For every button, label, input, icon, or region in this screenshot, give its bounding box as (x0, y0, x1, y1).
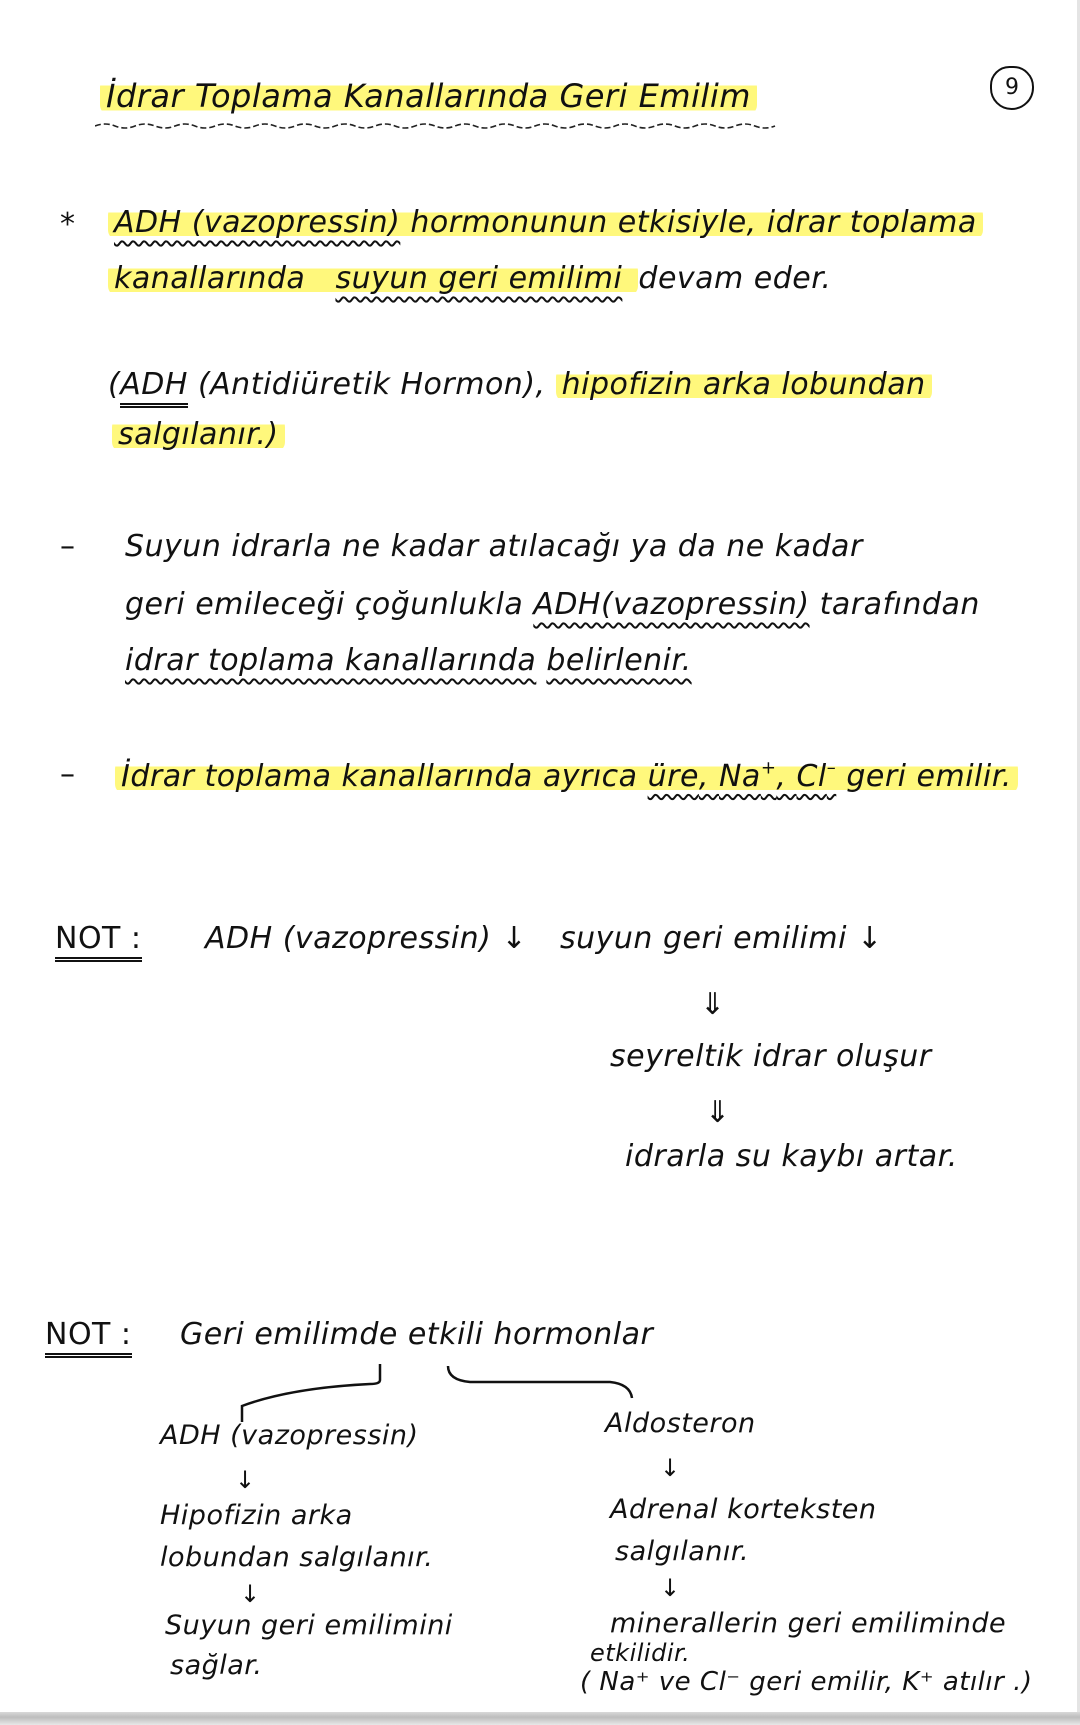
belirlenir-term: belirlenir. (546, 643, 692, 678)
section2-line1: Suyun idrarla ne kadar atılacağı ya da ne kadar (125, 529, 863, 564)
idrar-toplama-kanallarinda-term: idrar toplama kanallarında (125, 643, 537, 678)
double-arrow-down-icon: ⇓ (700, 987, 726, 1022)
not2-label (45, 1318, 132, 1353)
section2-line2-a: geri emileceği çoğunlukla (125, 587, 524, 622)
page-bottom-edge (0, 1712, 1080, 1725)
double-arrow-down-icon: ⇓ (705, 1095, 731, 1130)
adh-source-line2: lobundan salgılanır. (160, 1542, 434, 1573)
section2-line3 (125, 644, 692, 679)
section1-line1-rest: hormonunun etkisiyle, idrar toplama (410, 205, 977, 240)
bullet-star: * (60, 207, 76, 242)
arrow-down-icon: ↓ (660, 1454, 681, 1482)
adh-source-highlight: hipofizin arka lobundan (556, 367, 932, 402)
aldosteron-source-line2: salgılanır. (615, 1536, 750, 1567)
cl-ion: Cl (796, 758, 827, 794)
not1-step1: seyreltik idrar oluşur (610, 1039, 932, 1074)
not1-label (55, 922, 142, 957)
not2-heading: Geri emilimde etkili hormonlar (180, 1317, 654, 1352)
dash-bullet: – (60, 529, 76, 564)
not1-effect: suyun geri emilimi ↓ (560, 921, 883, 956)
adh-term: ADH (vazopressin) (114, 205, 401, 240)
cl-charge: – (826, 757, 837, 778)
na-charge: + (760, 757, 777, 778)
arrow-down-icon: ↓ (235, 1466, 256, 1494)
page-title (100, 78, 757, 115)
section1-line1 (108, 206, 983, 241)
not1-cause: ADH (vazopressin) ↓ (205, 921, 527, 956)
aldosteron-branch-name: Aldosteron (605, 1408, 756, 1439)
section1-line2-a: kanallarında (114, 261, 306, 296)
adh-vazopressin-term: ADH(vazopressin) (533, 587, 810, 622)
adh-branch-name: ADH (vazopressin) (160, 1420, 419, 1451)
adh-effect-line2: sağlar. (170, 1650, 263, 1681)
arrow-down-icon: ↓ (240, 1580, 261, 1608)
section3-line (115, 758, 1018, 794)
ions-list: üre, Na+, Cl– (647, 757, 837, 794)
title-wavy-underline (95, 122, 785, 130)
aldosteron-source-line1: Adrenal korteksten (610, 1494, 877, 1525)
adh-effect-line1: Suyun geri emilimini (165, 1610, 453, 1641)
aldosteron-effect-line1: minerallerin geri emiliminde (610, 1608, 1007, 1639)
salgilanir-text: salgılanır.) (112, 417, 285, 452)
open-paren: ( (108, 367, 121, 402)
aldosteron-effect-line2: etkilidir. (590, 1639, 691, 1667)
page-number: 9 (990, 66, 1034, 110)
section3-text-a: İdrar toplama kanallarında ayrıca (121, 758, 638, 794)
page-title-text: İdrar Toplama Kanallarında Geri Emilim (100, 77, 757, 115)
section1-line2 (108, 262, 831, 297)
dash-bullet: – (60, 757, 76, 792)
adh-note-line1 (108, 368, 932, 403)
arrow-down-icon: ↓ (660, 1574, 681, 1602)
section3-text-b: geri emilir. (846, 758, 1012, 794)
ure-term: üre (647, 758, 699, 794)
aldosteron-detail: ( Na⁺ ve Cl⁻ geri emilir, K⁺ atılır .) (580, 1667, 1033, 1697)
not-label-text: NOT : (45, 1317, 132, 1358)
suyun-geri-emilimi-term: suyun geri emilimi (335, 261, 623, 296)
section2-line2 (125, 588, 980, 623)
section1-line2-c: devam eder. (638, 261, 832, 296)
adh-full-name: (Antidiüretik Hormon), (197, 367, 546, 402)
not1-step2: idrarla su kaybı artar. (625, 1139, 958, 1174)
section2-line2-c: tarafından (819, 587, 980, 622)
not-label-text: NOT : (55, 921, 142, 962)
branch-brackets (230, 1362, 650, 1422)
adh-note-line2 (112, 418, 285, 453)
adh-abbrev: ADH (120, 367, 188, 408)
adh-source-line1: Hipofizin arka (160, 1500, 353, 1531)
na-ion: Na (718, 758, 761, 794)
